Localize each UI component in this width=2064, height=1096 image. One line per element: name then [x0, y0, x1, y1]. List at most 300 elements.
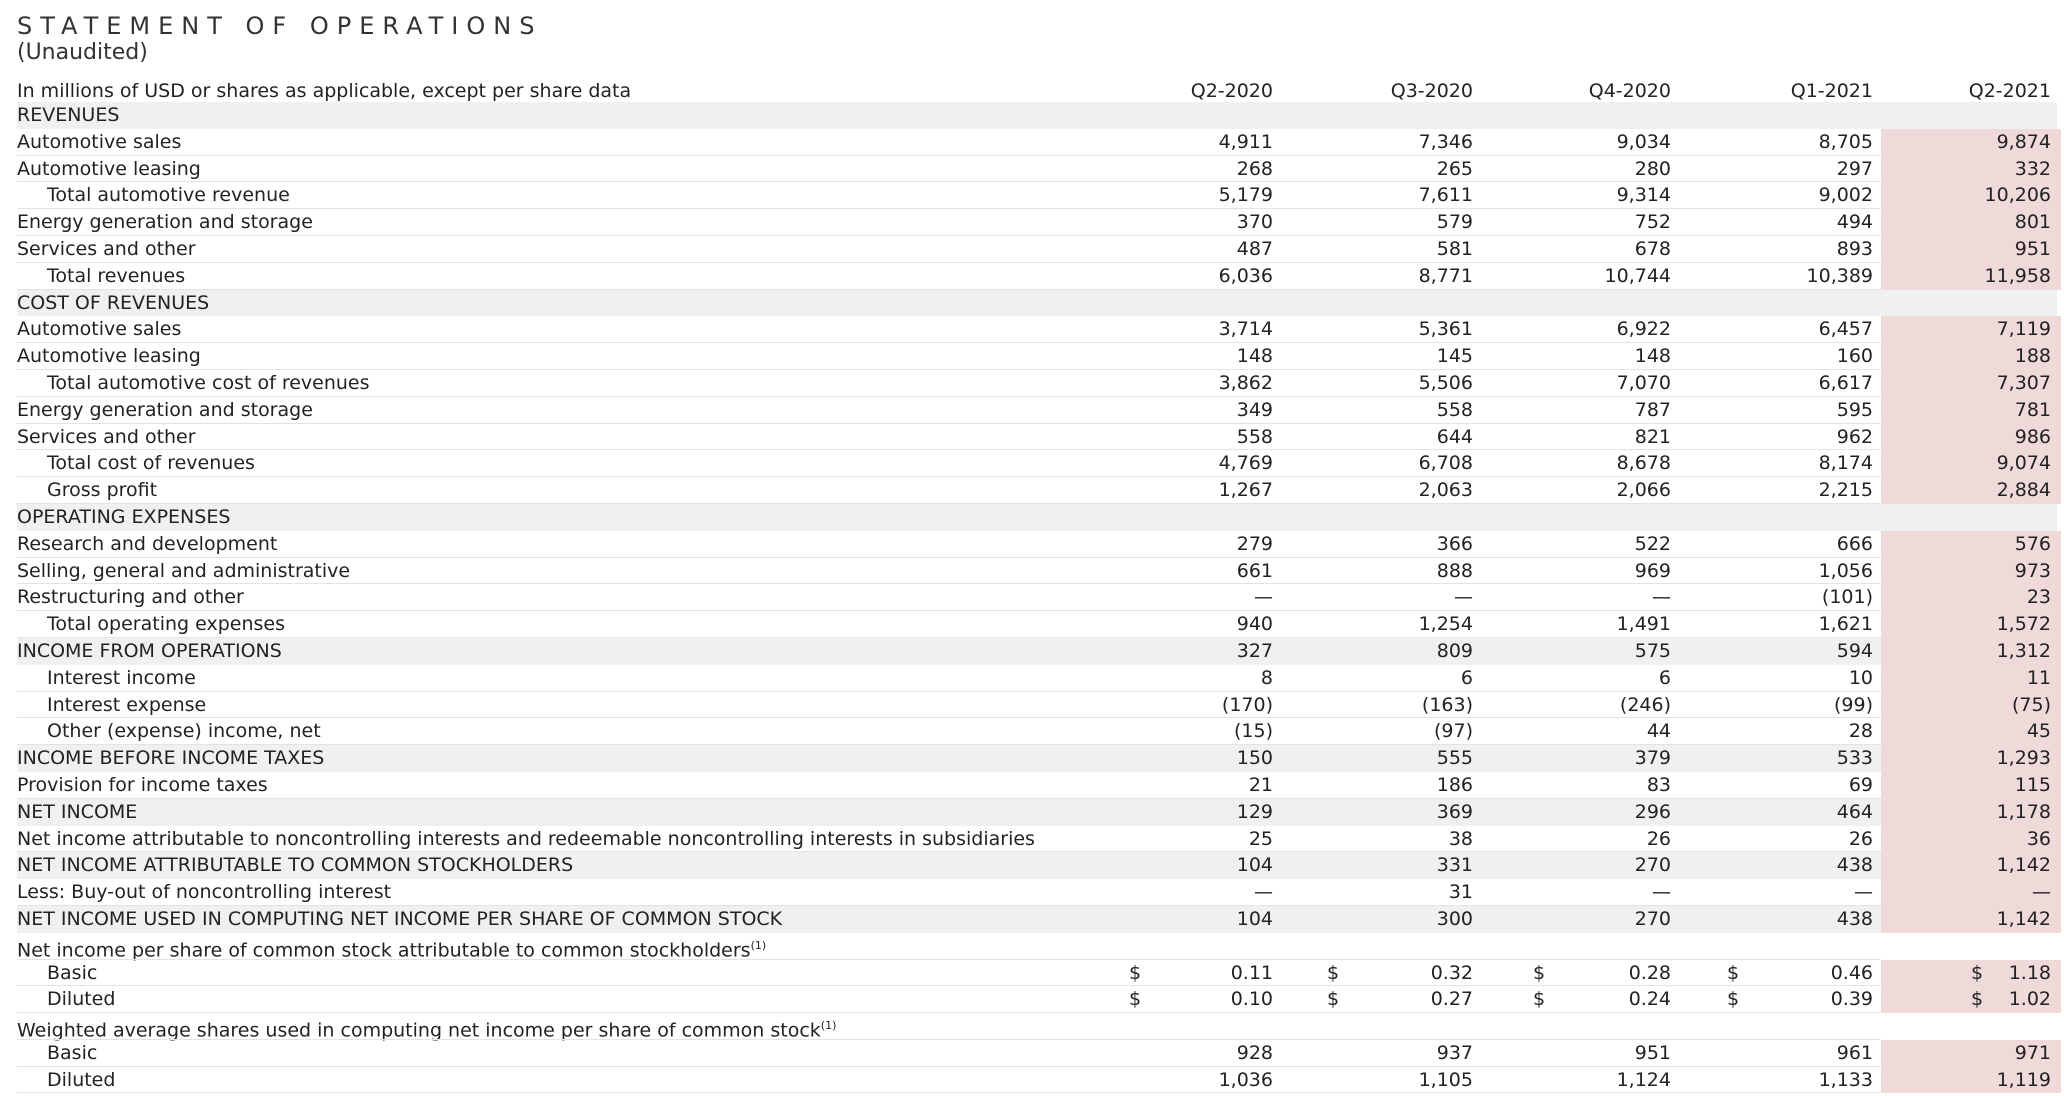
- value-cell: [1753, 611, 1873, 638]
- currency-symbol: $: [1129, 961, 1142, 984]
- cell-value: 0.11: [1230, 961, 1273, 984]
- cell-value: 4,769: [1218, 452, 1273, 475]
- value-cell: [1353, 504, 1473, 531]
- value-cell: [1353, 102, 1473, 129]
- value-cell: [1551, 450, 1671, 477]
- value-cell: [1153, 692, 1273, 719]
- cell-value: —: [2032, 881, 2051, 904]
- value-cell: [1153, 531, 1273, 558]
- row-label: [17, 102, 119, 129]
- cell-value: 268: [1236, 157, 1273, 180]
- value-cell: [1753, 370, 1873, 397]
- value-cell: [1753, 799, 1873, 826]
- cell-value: (170): [1221, 693, 1273, 716]
- cell-value: 0.46: [1830, 961, 1873, 984]
- cell-value: 0.32: [1430, 961, 1473, 984]
- cell-value: 558: [1236, 425, 1273, 448]
- value-cell: [1551, 584, 1671, 611]
- row-label: [17, 236, 196, 263]
- row-label: [47, 665, 196, 692]
- table-row: [17, 424, 2057, 451]
- highlighted-cell: [1881, 343, 2061, 370]
- value-cell: [1551, 665, 1671, 692]
- cell-value: 1,142: [1996, 854, 2051, 877]
- row-label-text: INCOME BEFORE INCOME TAXES: [17, 747, 325, 770]
- cell-value: 104: [1236, 854, 1273, 877]
- cell-value: 6: [1460, 666, 1473, 689]
- cell-value: 661: [1236, 559, 1273, 582]
- value-cell: [1753, 129, 1873, 156]
- cell-value: 11,958: [1984, 264, 2051, 287]
- footnote-marker: (1): [820, 1019, 837, 1033]
- row-label-text: Total revenues: [47, 264, 186, 287]
- highlighted-cell: [1881, 531, 2061, 558]
- cell-value: 331: [1436, 854, 1473, 877]
- value-cell: [1533, 960, 1671, 987]
- cell-value: 438: [1836, 907, 1873, 930]
- highlighted-cell: [1881, 1013, 2061, 1040]
- cell-value: 576: [2014, 532, 2051, 555]
- value-cell: [1551, 638, 1671, 665]
- cell-value: 0.28: [1628, 961, 1671, 984]
- currency-symbol: $: [1727, 988, 1740, 1011]
- cell-value: 332: [2014, 157, 2051, 180]
- currency-symbol: $: [1533, 961, 1546, 984]
- header-label: In millions of USD or shares as applicable, except per share data: [17, 80, 632, 102]
- row-label: [17, 638, 282, 665]
- value-cell: [1551, 504, 1671, 531]
- cell-value: 821: [1634, 425, 1671, 448]
- cell-value: 10,389: [1806, 264, 1873, 287]
- cell-value: 7,611: [1418, 184, 1473, 207]
- cell-value: 781: [2014, 398, 2051, 421]
- value-cell: [1551, 772, 1671, 799]
- cell-value: (163): [1421, 693, 1473, 716]
- value-cell: [1353, 745, 1473, 772]
- currency-symbol: $: [1971, 961, 1984, 984]
- value-cell: [1551, 290, 1671, 317]
- row-label-text: Automotive sales: [17, 130, 182, 153]
- value-cell: [1153, 718, 1273, 745]
- row-label: [17, 906, 782, 933]
- value-cell: [1353, 692, 1473, 719]
- value-cell: [1551, 102, 1671, 129]
- cell-value: 961: [1836, 1041, 1873, 1064]
- cell-value: 31: [1448, 881, 1473, 904]
- highlighted-cell: [1881, 772, 2061, 799]
- value-cell: [1153, 316, 1273, 343]
- row-label-text: NET INCOME: [17, 800, 138, 823]
- cell-value: 1,133: [1818, 1068, 1873, 1091]
- value-cell: [1353, 209, 1473, 236]
- row-label-text: Basic: [47, 961, 98, 984]
- highlighted-cell: [1881, 852, 2061, 879]
- row-label-text: Research and development: [17, 532, 278, 555]
- cell-value: 0.27: [1430, 988, 1473, 1011]
- cell-value: 1,119: [1996, 1068, 2051, 1091]
- section-header-row: [17, 504, 2057, 531]
- row-label-text: NET INCOME USED IN COMPUTING NET INCOME PER SHARE OF COMMON STOCK: [17, 907, 783, 930]
- highlighted-cell: [1881, 933, 2061, 960]
- cell-value: 1,621: [1818, 613, 1873, 636]
- value-cell: [1551, 424, 1671, 451]
- value-cell: [1153, 1067, 1273, 1094]
- value-cell: [1753, 906, 1873, 933]
- cell-value: 666: [1836, 532, 1873, 555]
- value-cell: [1551, 906, 1671, 933]
- value-cell: [1353, 182, 1473, 209]
- cell-value: 6,922: [1616, 318, 1671, 341]
- highlighted-cell: [1881, 1067, 2061, 1094]
- value-cell: [1353, 156, 1473, 183]
- row-label: [47, 986, 115, 1013]
- highlighted-cell: [1881, 1040, 2061, 1067]
- cell-value: (246): [1619, 693, 1671, 716]
- cell-value: 893: [1836, 237, 1873, 260]
- value-cell: [1153, 156, 1273, 183]
- value-cell: [1153, 450, 1273, 477]
- row-label: [17, 290, 209, 317]
- value-cell: [1753, 718, 1873, 745]
- highlighted-cell: [1881, 504, 2061, 531]
- value-cell: [1153, 1013, 1273, 1040]
- cell-value: 148: [1236, 345, 1273, 368]
- row-label-text: Provision for income taxes: [17, 773, 268, 796]
- table-row: [17, 906, 2057, 933]
- row-label-text: Interest expense: [47, 693, 207, 716]
- cell-value: 366: [1436, 532, 1473, 555]
- value-cell: [1551, 852, 1671, 879]
- highlighted-cell: [1881, 879, 2061, 906]
- cell-value: 148: [1634, 345, 1671, 368]
- cell-value: 6,708: [1418, 452, 1473, 475]
- highlighted-cell: [1881, 611, 2061, 638]
- value-cell: [1353, 906, 1473, 933]
- value-cell: [1353, 558, 1473, 585]
- cell-value: 986: [2014, 425, 2051, 448]
- value-cell: [1551, 1040, 1671, 1067]
- cell-value: 533: [1836, 747, 1873, 770]
- row-label-text: Automotive leasing: [17, 157, 201, 180]
- cell-value: 104: [1236, 907, 1273, 930]
- cell-value: 6,617: [1818, 371, 1873, 394]
- cell-value: 38: [1448, 827, 1473, 850]
- cell-value: 1,105: [1418, 1068, 1473, 1091]
- value-cell: [1551, 933, 1671, 960]
- value-cell: [1353, 290, 1473, 317]
- value-cell: [1353, 1067, 1473, 1094]
- value-cell: [1353, 450, 1473, 477]
- highlighted-cell: [1881, 638, 2061, 665]
- value-cell: [1327, 960, 1473, 987]
- cell-value: 8,678: [1616, 452, 1671, 475]
- table-row: [17, 584, 2057, 611]
- value-cell: [1727, 960, 1873, 987]
- table-row: [17, 182, 2057, 209]
- cell-value: 644: [1436, 425, 1473, 448]
- cell-value: 801: [2014, 211, 2051, 234]
- value-cell: [1353, 397, 1473, 424]
- highlighted-cell: [1881, 290, 2061, 317]
- cell-value: 280: [1634, 157, 1671, 180]
- value-cell: [1753, 1067, 1873, 1094]
- row-label: [17, 129, 181, 156]
- cell-value: 969: [1634, 559, 1671, 582]
- cell-value: 951: [2014, 237, 2051, 260]
- row-label: [47, 692, 206, 719]
- cell-value: 9,074: [1996, 452, 2051, 475]
- row-label: [17, 504, 230, 531]
- cell-value: 7,070: [1616, 371, 1671, 394]
- cell-value: 6,457: [1818, 318, 1873, 341]
- value-cell: [1551, 718, 1671, 745]
- value-cell: [1353, 611, 1473, 638]
- value-cell: [1353, 1013, 1473, 1040]
- row-label: [17, 397, 313, 424]
- cell-value: 270: [1634, 854, 1671, 877]
- cell-value: 1,254: [1418, 613, 1473, 636]
- row-label: [17, 852, 573, 879]
- row-label: [47, 370, 370, 397]
- highlighted-cell: [1881, 584, 2061, 611]
- cell-value: 888: [1436, 559, 1473, 582]
- row-label-text: Less: Buy-out of noncontrolling interest: [17, 881, 392, 904]
- section-header-row: [17, 102, 2057, 129]
- page-title: STATEMENT OF OPERATIONS: [17, 12, 543, 40]
- cell-value: 1.18: [2008, 961, 2051, 984]
- cell-value: 2,066: [1616, 479, 1671, 502]
- currency-symbol: $: [1327, 988, 1340, 1011]
- value-cell: [1551, 316, 1671, 343]
- cell-value: 1,293: [1996, 747, 2051, 770]
- cell-value: —: [1254, 586, 1273, 609]
- table-row: [17, 1040, 2057, 1067]
- page-subtitle: (Unaudited): [17, 40, 148, 65]
- cell-value: 1,491: [1616, 613, 1671, 636]
- value-cell: [1551, 477, 1671, 504]
- cell-value: 8,705: [1818, 130, 1873, 153]
- value-cell: [1753, 397, 1873, 424]
- value-cell: [1551, 1013, 1671, 1040]
- currency-symbol: $: [1971, 988, 1984, 1011]
- value-cell: [1551, 343, 1671, 370]
- value-cell: [1753, 826, 1873, 853]
- row-label-text: Net income per share of common stock attributable to common stockholders: [17, 939, 751, 962]
- row-label-text: NET INCOME ATTRIBUTABLE TO COMMON STOCKHOLDERS: [17, 854, 574, 877]
- cell-value: 297: [1836, 157, 1873, 180]
- value-cell: [1153, 182, 1273, 209]
- value-cell: [1551, 370, 1671, 397]
- value-cell: [1327, 986, 1473, 1013]
- row-label-text: Gross profit: [47, 479, 158, 502]
- cell-value: (75): [2011, 693, 2051, 716]
- table-header-row: [17, 80, 2057, 102]
- cell-value: 186: [1436, 773, 1473, 796]
- value-cell: [1153, 852, 1273, 879]
- highlighted-cell: [1881, 692, 2061, 719]
- cell-value: 2,063: [1418, 479, 1473, 502]
- table-row: [17, 638, 2057, 665]
- value-cell: [1153, 826, 1273, 853]
- value-cell: [1353, 772, 1473, 799]
- cell-value: 594: [1836, 639, 1873, 662]
- row-label: [17, 584, 244, 611]
- value-cell: [1153, 370, 1273, 397]
- cell-value: 10,206: [1984, 184, 2051, 207]
- value-cell: [1153, 236, 1273, 263]
- row-label-text: INCOME FROM OPERATIONS: [17, 639, 282, 662]
- cell-value: 787: [1634, 398, 1671, 421]
- value-cell: [1153, 504, 1273, 531]
- value-cell: [1153, 584, 1273, 611]
- table-row: [17, 1013, 2057, 1040]
- table-row: [17, 879, 2057, 906]
- row-label-text: Automotive leasing: [17, 345, 201, 368]
- cell-value: (97): [1433, 720, 1473, 743]
- table-row: [17, 799, 2057, 826]
- cell-value: 2,884: [1996, 479, 2051, 502]
- column-header: Q2-2021: [1968, 80, 2051, 102]
- cell-value: 279: [1236, 532, 1273, 555]
- highlighted-cell: [1881, 397, 2061, 424]
- highlighted-cell: [1881, 558, 2061, 585]
- highlighted-cell: [1881, 370, 2061, 397]
- cell-value: 0.10: [1230, 988, 1273, 1011]
- table-row: [17, 960, 2057, 987]
- value-cell: [1753, 558, 1873, 585]
- highlighted-cell: [1881, 986, 2061, 1013]
- cell-value: 265: [1436, 157, 1473, 180]
- cell-value: 0.24: [1628, 988, 1671, 1011]
- row-label: [17, 799, 137, 826]
- cell-value: 7,307: [1996, 371, 2051, 394]
- value-cell: [1353, 879, 1473, 906]
- row-label: [47, 1067, 115, 1094]
- value-cell: [1753, 290, 1873, 317]
- value-cell: [1129, 960, 1273, 987]
- cell-value: 369: [1436, 800, 1473, 823]
- cell-value: 327: [1236, 639, 1273, 662]
- value-cell: [1353, 665, 1473, 692]
- cell-value: 25: [1248, 827, 1273, 850]
- cell-value: 940: [1236, 613, 1273, 636]
- row-label: [17, 424, 196, 451]
- value-cell: [1753, 638, 1873, 665]
- column-header: Q2-2020: [1190, 80, 1273, 102]
- table-row: [17, 129, 2057, 156]
- highlighted-cell: [1881, 718, 2061, 745]
- cell-value: 28: [1848, 720, 1873, 743]
- value-cell: [1551, 156, 1671, 183]
- table-row: [17, 397, 2057, 424]
- currency-symbol: $: [1129, 988, 1142, 1011]
- cell-value: —: [1652, 586, 1671, 609]
- cell-value: 928: [1236, 1041, 1273, 1064]
- value-cell: [1533, 986, 1671, 1013]
- value-cell: [1353, 852, 1473, 879]
- table-row: [17, 1067, 2057, 1094]
- value-cell: [1753, 343, 1873, 370]
- table-row: [17, 933, 2057, 960]
- column-header: Q1-2021: [1790, 80, 1873, 102]
- cell-value: 379: [1634, 747, 1671, 770]
- row-label-text: Automotive sales: [17, 318, 182, 341]
- value-cell: [1753, 665, 1873, 692]
- highlighted-cell: [1881, 450, 2061, 477]
- value-cell: [1153, 879, 1273, 906]
- cell-value: 555: [1436, 747, 1473, 770]
- row-label-text: Weighted average shares used in computing net income per share of common stock: [17, 1019, 821, 1042]
- value-cell: [1353, 263, 1473, 290]
- cell-value: 0.39: [1830, 988, 1873, 1011]
- column-header: Q4-2020: [1588, 80, 1671, 102]
- highlighted-cell: [1881, 826, 2061, 853]
- value-cell: [1551, 826, 1671, 853]
- cell-value: 579: [1436, 211, 1473, 234]
- row-label: [17, 558, 350, 585]
- value-cell: [1153, 772, 1273, 799]
- row-label-text: Services and other: [17, 237, 196, 260]
- value-cell: [1753, 1013, 1873, 1040]
- value-cell: [1753, 477, 1873, 504]
- statement-table: [17, 80, 2057, 1093]
- row-label: [17, 343, 201, 370]
- table-row: [17, 450, 2057, 477]
- cell-value: 370: [1236, 211, 1273, 234]
- table-row: [17, 826, 2057, 853]
- row-label-text: Interest income: [47, 666, 196, 689]
- row-label: [17, 745, 324, 772]
- value-cell: [1353, 531, 1473, 558]
- value-cell: [1353, 316, 1473, 343]
- cell-value: 3,862: [1218, 371, 1273, 394]
- table-row: [17, 692, 2057, 719]
- row-label: [17, 156, 201, 183]
- currency-symbol: $: [1327, 961, 1340, 984]
- highlighted-cell: [1881, 906, 2061, 933]
- value-cell: [1353, 638, 1473, 665]
- cell-value: 21: [1248, 773, 1273, 796]
- highlighted-cell: [1881, 129, 2061, 156]
- cell-value: 26: [1646, 827, 1671, 850]
- highlighted-cell: [1881, 477, 2061, 504]
- row-divider: [17, 1092, 1881, 1093]
- highlighted-cell: [1881, 665, 2061, 692]
- value-cell: [1153, 102, 1273, 129]
- cell-value: (15): [1233, 720, 1273, 743]
- row-label: [17, 209, 313, 236]
- row-label: [17, 531, 277, 558]
- cell-value: 1,572: [1996, 613, 2051, 636]
- row-label: [47, 1040, 97, 1067]
- value-cell: [1551, 799, 1671, 826]
- cell-value: 45: [2026, 720, 2051, 743]
- cell-value: —: [1854, 881, 1873, 904]
- cell-value: 809: [1436, 639, 1473, 662]
- cell-value: 487: [1236, 237, 1273, 260]
- cell-value: 1,312: [1996, 639, 2051, 662]
- cell-value: 575: [1634, 639, 1671, 662]
- table-row: [17, 343, 2057, 370]
- value-cell: [1353, 343, 1473, 370]
- cell-value: 129: [1236, 800, 1273, 823]
- row-label: [47, 182, 290, 209]
- table-row: [17, 745, 2057, 772]
- section-header-row: [17, 290, 2057, 317]
- value-cell: [1551, 611, 1671, 638]
- value-cell: [1727, 986, 1873, 1013]
- cell-value: 349: [1236, 398, 1273, 421]
